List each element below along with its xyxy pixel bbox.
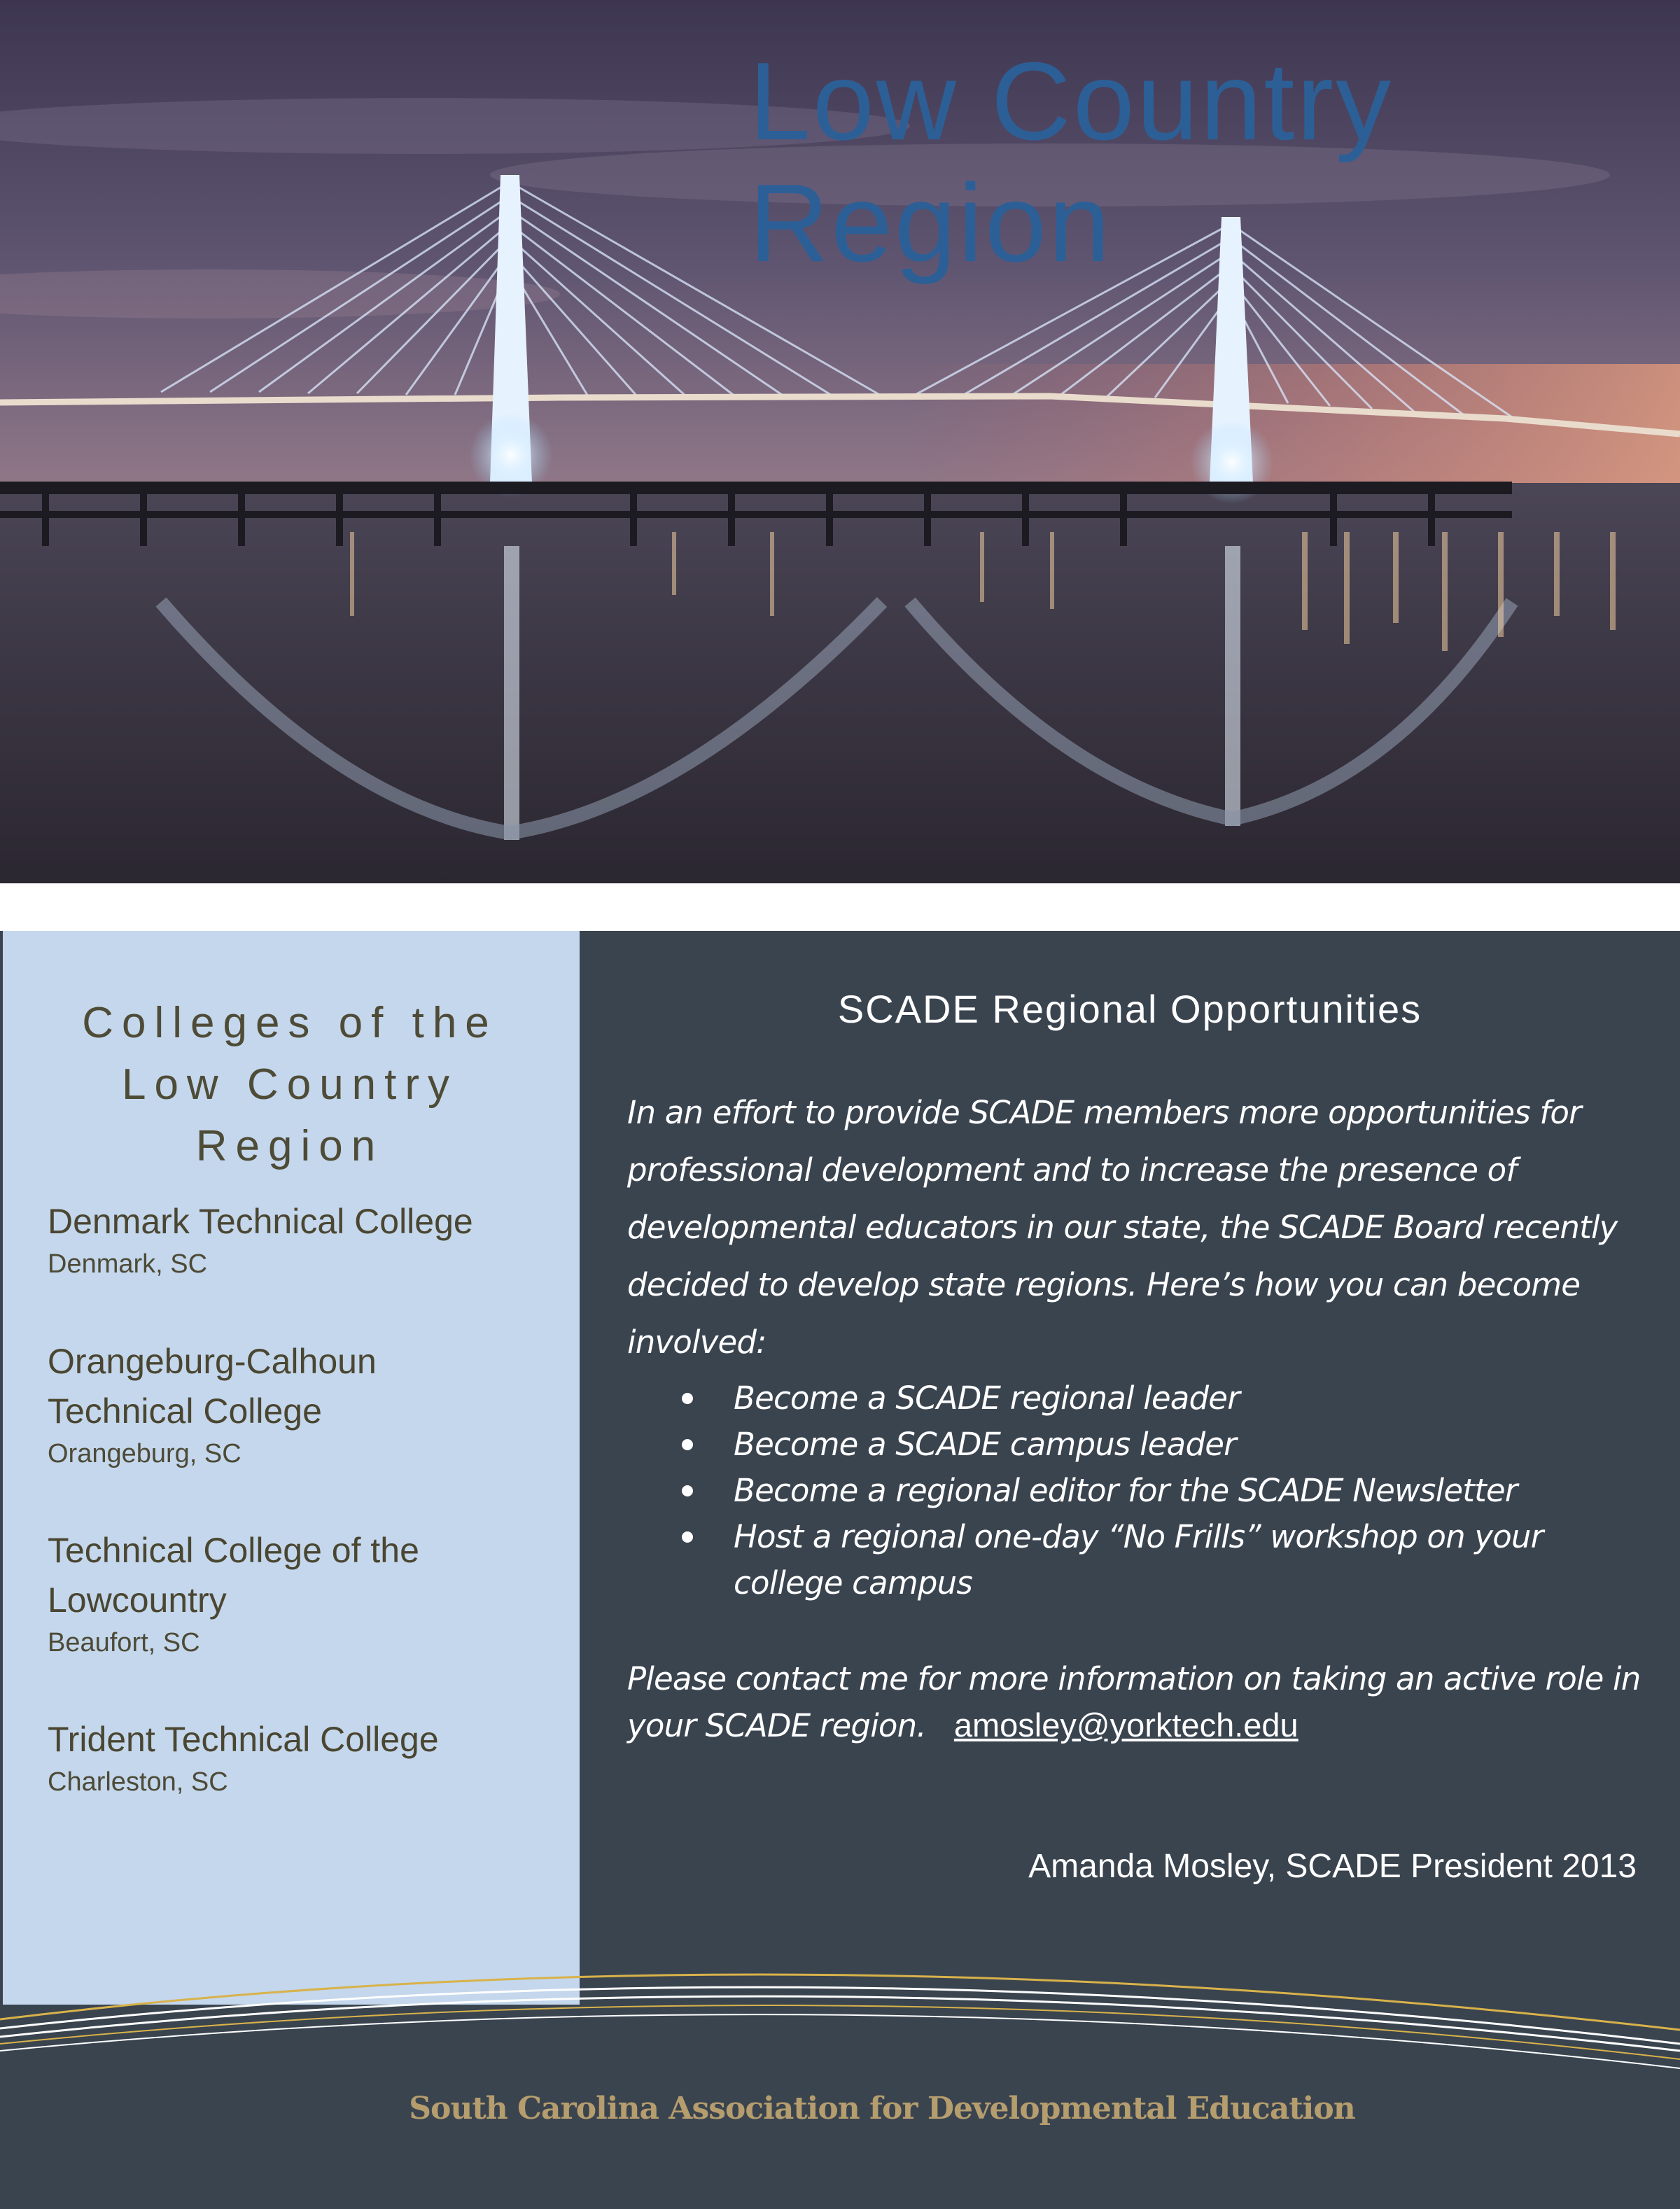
college-name-line-2: Lowcountry bbox=[48, 1580, 227, 1620]
college-name: Denmark Technical College bbox=[48, 1202, 473, 1241]
college-name-line-1: Orangeburg-Calhoun bbox=[48, 1342, 377, 1381]
college-location: Charleston, SC bbox=[48, 1767, 228, 1797]
list-item: Become a regional editor for the SCADE Newsletter bbox=[672, 1468, 1652, 1514]
college-item-lowcountry bbox=[48, 1526, 566, 1660]
footer-organization: South Carolina Association for Developmental Education bbox=[409, 2091, 1355, 2126]
college-name-line-1: Technical College of the bbox=[48, 1531, 419, 1570]
college-location: Beaufort, SC bbox=[48, 1628, 200, 1657]
hero-title-line-1: Low Country bbox=[749, 40, 1393, 163]
list-item: Host a regional one-day “No Frills” workshop on your college campus bbox=[672, 1514, 1652, 1606]
college-item-orangeburg-calhoun bbox=[48, 1337, 566, 1471]
hero-title bbox=[749, 41, 1393, 284]
opportunities-title: SCADE Regional Opportunities bbox=[837, 987, 1422, 1031]
contact-text: Please contact me for more information on taking an active role in your SCADE region. bbox=[627, 1660, 1641, 1744]
colleges-title-line-3: Region bbox=[195, 1122, 384, 1170]
signature: Amanda Mosley, SCADE President 2013 bbox=[1028, 1848, 1637, 1885]
college-item-trident bbox=[48, 1715, 566, 1800]
contact-paragraph bbox=[627, 1656, 1649, 1749]
college-item-denmark bbox=[48, 1197, 566, 1282]
intro-paragraph: In an effort to provide SCADE members more opportunities for professional development and to increase the presence of developmental educators in our state, the SCADE Board recently decided to develop state regions. Here’s how you can become involved: bbox=[627, 1094, 1618, 1361]
college-location: Denmark, SC bbox=[48, 1249, 208, 1279]
colleges-title bbox=[0, 993, 580, 1177]
opportunities-list bbox=[672, 1375, 1652, 1606]
colleges-title-line-2: Low Country bbox=[121, 1060, 458, 1109]
contact-email-link[interactable]: amosley@yorktech.edu bbox=[953, 1706, 1298, 1744]
hero-title-line-2: Region bbox=[749, 162, 1112, 285]
list-item: Become a SCADE campus leader bbox=[672, 1422, 1652, 1468]
college-name-line-2: Technical College bbox=[48, 1391, 322, 1431]
decorative-swoosh bbox=[0, 1939, 1680, 2079]
college-location: Orangeburg, SC bbox=[48, 1439, 241, 1468]
list-item: Become a SCADE regional leader bbox=[672, 1375, 1652, 1422]
colleges-title-line-1: Colleges of the bbox=[82, 999, 498, 1047]
college-name: Trident Technical College bbox=[48, 1720, 439, 1759]
